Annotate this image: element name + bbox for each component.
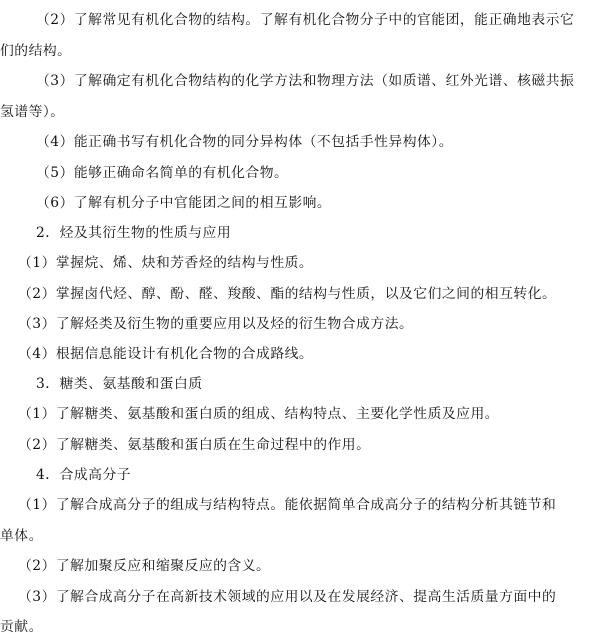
text-line: （4）根据信息能设计有机化合物的合成路线。 — [18, 346, 314, 362]
text-line: 单体。 — [0, 528, 43, 544]
section-heading: 4．合成高分子 — [36, 467, 132, 483]
text-line: （2）了解糖类、氨基酸和蛋白质在生命过程中的作用。 — [18, 437, 371, 453]
text-line: 贡献。 — [0, 619, 43, 635]
section-heading: 3．糖类、氨基酸和蛋白质 — [36, 376, 203, 392]
text-line: 们的结构。 — [0, 43, 72, 59]
text-line: （2）了解常见有机化合物的结构。了解有机化合物分子中的官能团，能正确地表示它 — [36, 12, 575, 28]
text-line: （3）了解合成高分子在高新技术领域的应用以及在发展经济、提高生活质量方面中的 — [18, 589, 557, 605]
text-line: （2）掌握卤代烃、醇、酚、醛、羧酸、酯的结构与性质，以及它们之间的相互转化。 — [18, 286, 557, 302]
text-line: （1）了解合成高分子的组成与结构特点。能依据简单合成高分子的结构分析其链节和 — [18, 497, 557, 513]
text-line: （6）了解有机分子中官能团之间的相互影响。 — [36, 195, 332, 211]
text-line: （5）能够正确命名简单的有机化合物。 — [36, 165, 289, 181]
section-heading: 2．烃及其衍生物的性质与应用 — [36, 225, 232, 241]
text-line: （1）了解糖类、氨基酸和蛋白质的组成、结构特点、主要化学性质及应用。 — [18, 406, 500, 422]
text-line: 氢谱等）。 — [0, 104, 65, 120]
text-line: （1）掌握烷、烯、炔和芳香烃的结构与性质。 — [18, 255, 314, 271]
text-line: （2）了解加聚反应和缩聚反应的含义。 — [18, 558, 271, 574]
text-line: （3）了解烃类及衍生物的重要应用以及烃的衍生物合成方法。 — [18, 316, 414, 332]
text-line: （3）了解确定有机化合物结构的化学方法和物理方法（如质谱、红外光谱、核磁共振 — [36, 73, 575, 89]
text-line: （4）能正确书写有机化合物的同分异构体（不包括手性异构体）。 — [36, 134, 453, 150]
